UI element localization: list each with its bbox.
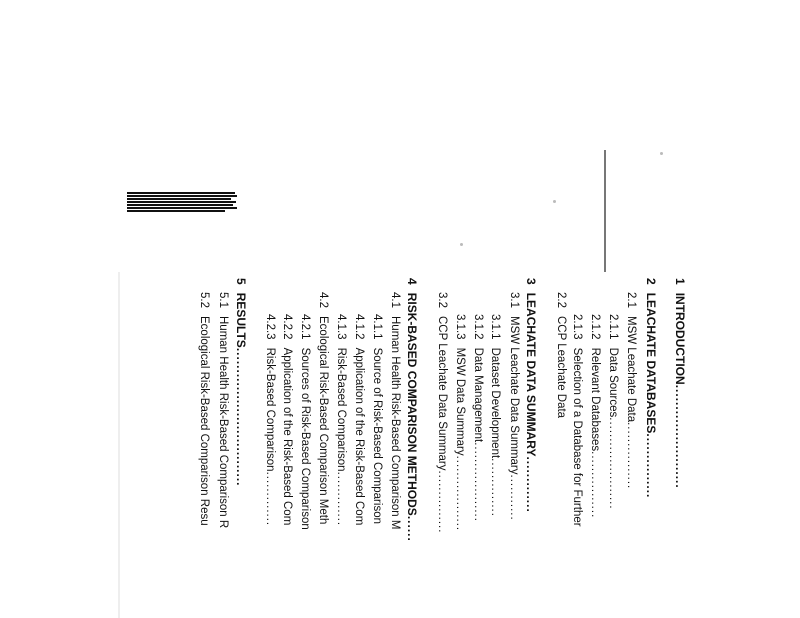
toc-entry <box>436 292 448 533</box>
toc-entry-title: CCP Leachate Data <box>555 316 567 419</box>
toc-leader-dots: ...................... <box>607 417 619 510</box>
toc-entry <box>571 314 583 527</box>
toc-entry-number: 3 <box>524 278 538 285</box>
toc-entry <box>489 314 501 517</box>
toc-entry-title: MSW Leachate Data <box>625 316 637 423</box>
toc-leader-dots: ............. <box>335 471 347 527</box>
toc-leader-dots: ............... <box>436 470 448 534</box>
toc-entry <box>625 292 637 489</box>
toc-entry-number: 2.1.3 <box>571 314 583 340</box>
toc-entry-title: LEACHATE DATA SUMMARY <box>524 292 538 457</box>
toc-entry-title: Selection of a Database for Further <box>571 347 583 527</box>
toc-leader-dots: ................ <box>589 451 601 519</box>
toc-entry-number: 4.1.3 <box>335 314 347 340</box>
toc-entry-title: Relevant Databases <box>589 347 601 452</box>
toc-entry <box>525 278 537 513</box>
toc-entry-title: Sources of Risk-Based Comparison <box>299 347 311 530</box>
toc-entry-title: Dataset Development <box>489 347 501 459</box>
toc-entry-title: MSW Leachate Data Summary <box>508 316 520 475</box>
toc-entry-title: Data Management <box>472 347 484 443</box>
toc-entry-number: 3.1.3 <box>454 314 466 340</box>
toc-entry-number: 4 <box>405 278 419 285</box>
toc-entry-number: 2.2 <box>555 292 567 308</box>
toc-leader-dots: ................... <box>472 442 484 522</box>
toc-entry <box>317 292 329 524</box>
toc-leader-dots: ...... <box>405 515 419 542</box>
toc-entry <box>607 314 619 510</box>
toc-entry-title: Data Sources <box>607 347 619 418</box>
toc-entry-number: 4.2.1 <box>299 314 311 340</box>
toc-entry-title: MSW Data Summary <box>454 347 466 456</box>
toc-entry <box>264 314 276 526</box>
toc-entry-number: 5.2 <box>198 292 210 308</box>
toc-entry-number: 5.1 <box>217 292 229 308</box>
toc-entry-title: Ecological Risk-Based Comparison Meth <box>317 316 329 525</box>
toc-entry <box>555 292 567 418</box>
toc-entry <box>508 292 520 521</box>
toc-entry-title: Human Health Risk-Based Comparison R <box>217 316 229 529</box>
toc-entry-number: 4.1 <box>389 292 401 308</box>
toc-entry <box>389 292 401 529</box>
toc-entry-number: 2 <box>644 278 658 285</box>
toc-entry <box>674 278 686 489</box>
toc-entry-number: 5 <box>234 278 248 285</box>
toc-entry-title: Application of the Risk-Based Com <box>281 347 293 526</box>
toc-entry-title: RESULTS <box>234 292 248 348</box>
toc-entry-number: 4.1.2 <box>353 314 365 340</box>
toc-entry-number: 4.2.3 <box>264 314 276 340</box>
toc-entry <box>353 314 365 525</box>
toc-entry <box>299 314 311 530</box>
toc-entry-title: CCP Leachate Data Summary <box>436 316 448 471</box>
toc-entry-title: Human Health Risk-Based Comparison M <box>389 316 401 530</box>
toc-entry <box>589 314 601 518</box>
toc-leader-dots: ................ <box>625 422 637 490</box>
toc-entry-title: INTRODUCTION <box>673 292 687 385</box>
toc-entry <box>406 278 418 542</box>
toc-entry <box>645 278 657 498</box>
toc-leader-dots: ............. <box>264 471 276 527</box>
toc-entry-title: LEACHATE DATABASES <box>644 292 658 434</box>
toc-entry <box>198 292 210 526</box>
toc-leader-dots: ........... <box>508 474 520 521</box>
toc-entry-number: 3.1 <box>508 292 520 308</box>
toc-entry-number: 3.1.1 <box>489 314 501 340</box>
toc-entry <box>472 314 484 522</box>
toc-entry <box>454 314 466 531</box>
toc-entry <box>371 314 383 524</box>
toc-leader-dots: ............. <box>524 456 538 513</box>
toc-entry-title: Ecological Risk-Based Comparison Resu <box>198 316 210 526</box>
toc-leader-dots: ........................ <box>673 384 687 489</box>
toc-entry-number: 4.2 <box>317 292 329 308</box>
toc-entry-number: 2.1.1 <box>607 314 619 340</box>
toc-entry <box>335 314 347 526</box>
toc-entry <box>235 278 247 487</box>
toc-entry <box>281 314 293 525</box>
toc-entry-number: 3.2 <box>436 292 448 308</box>
toc-entry-number: 2.1.2 <box>589 314 601 340</box>
toc-entry-title: Risk-Based Comparison <box>335 347 347 472</box>
toc-entry-number: 4.2.2 <box>281 314 293 340</box>
toc-entry-number: 4.1.1 <box>371 314 383 340</box>
toc-entry-title: Application of the Risk-Based Com <box>353 347 365 526</box>
toc-leader-dots: .............. <box>489 458 501 517</box>
toc-leader-dots: .................. <box>454 455 466 532</box>
toc-entry-number: 1 <box>673 278 687 285</box>
toc-entry-title: RISK-BASED COMPARISON METHODS <box>405 292 419 516</box>
toc-leader-dots: ............... <box>644 433 658 499</box>
toc-entry-number: 2.1 <box>625 292 637 308</box>
toc-entry-number: 3.1.2 <box>472 314 484 340</box>
toc-entry-title: Source of Risk-Based Comparison <box>371 347 383 524</box>
toc-leader-dots: ................................ <box>234 347 248 487</box>
toc-entry <box>217 292 229 528</box>
toc-entry-title: Risk-Based Comparison <box>264 347 276 472</box>
